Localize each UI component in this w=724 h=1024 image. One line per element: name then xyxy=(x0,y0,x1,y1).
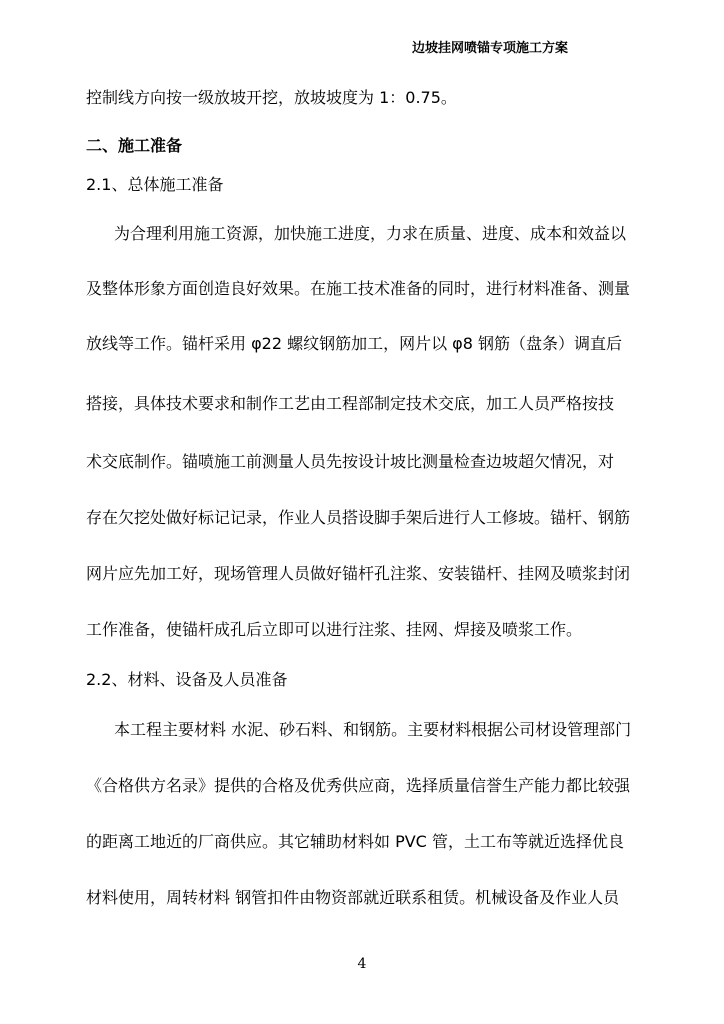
paragraph-line: 材料使用，周转材料 钢管扣件由物资部就近联系租赁。机械设备及作业人员 xyxy=(86,888,620,907)
paragraph-line: 为合理利用施工资源，加快施工进度，力求在质量、进度、成本和效益以 xyxy=(114,224,627,243)
paragraph-line: 术交底制作。锚喷施工前测量人员先按设计坡比测量检查边坡超欠情况，对 xyxy=(86,452,615,471)
paragraph-line: 本工程主要材料 水泥、砂石料、和钢筋。主要材料根据公司材设管理部门 xyxy=(114,720,632,739)
subsection-heading: 2.1、总体施工准备 xyxy=(86,175,224,194)
paragraph-line: 及整体形象方面创造良好效果。在施工技术准备的同时，进行材料准备、测量 xyxy=(86,279,631,298)
paragraph-line: 工作准备，使锚杆成孔后立即可以进行注浆、挂网、焊接及喷浆工作。 xyxy=(86,620,583,639)
text-line: 控制线方向按一级放坡开挖，放坡坡度为 1：0.75。 xyxy=(86,88,457,107)
paragraph-line: 存在欠挖处做好标记记录，作业人员搭设脚手架后进行人工修坡。锚杆、钢筋 xyxy=(86,508,631,527)
page-number: 4 xyxy=(357,956,367,972)
paragraph-line: 放线等工作。锚杆采用 φ22 螺纹钢筋加工，网片以 φ8 钢筋（盘条）调直后 xyxy=(86,334,622,353)
paragraph-line: 网片应先加工好，现场管理人员做好锚杆孔注浆、安装锚杆、挂网及喷浆封闭 xyxy=(86,564,631,583)
section-heading: 二、施工准备 xyxy=(86,136,183,155)
paragraph-line: 搭接，具体技术要求和制作工艺由工程部制定技术交底，加工人员严格按技 xyxy=(86,394,615,413)
subsection-heading: 2.2、材料、设备及人员准备 xyxy=(86,670,288,689)
paragraph-line: 《合格供方名录》提供的合格及优秀供应商，选择质量信誉生产能力都比较强 xyxy=(86,776,631,795)
paragraph-line: 的距离工地近的厂商供应。其它辅助材料如 PVC 管，土工布等就近选择优良 xyxy=(86,832,624,851)
header-title: 边坡挂网喷锚专项施工方案 xyxy=(412,41,569,56)
